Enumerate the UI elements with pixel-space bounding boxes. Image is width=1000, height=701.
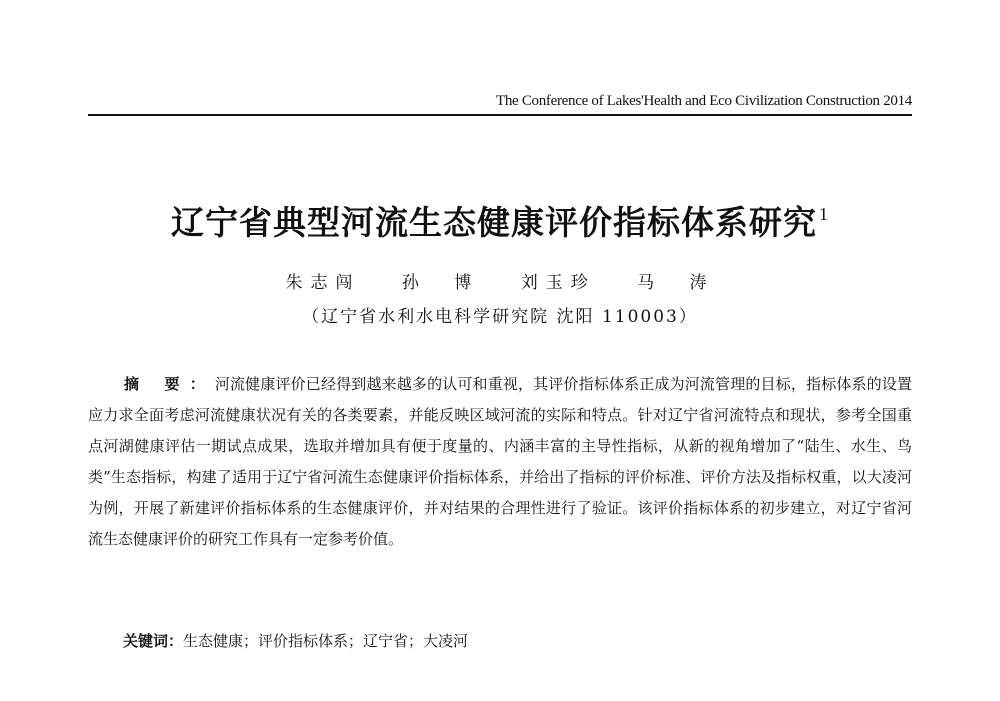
abstract-label: 摘 要： — [124, 375, 215, 393]
abstract — [88, 369, 912, 555]
author-name: 刘玉珍 — [520, 273, 596, 293]
keywords-body: 生态健康；评价指标体系；辽宁省；大凌河 — [183, 632, 469, 650]
author-name: 孙 博 — [401, 273, 480, 293]
affiliation: （辽宁省水利水电科学研究院 沈阳 110003） — [302, 307, 698, 327]
header-divider — [88, 114, 912, 116]
author-name: 马 涛 — [637, 273, 715, 293]
running-header: The Conference of Lakes'Health and Eco Civilization Construction 2014 — [495, 93, 912, 109]
keywords-label: 关键词： — [123, 632, 184, 650]
author-name: 朱志闯 — [285, 273, 361, 293]
title-footnote-marker: 1 — [819, 204, 829, 224]
title-text: 辽宁省典型河流生态健康评价指标体系研究 — [171, 203, 817, 242]
author-list — [0, 268, 1000, 293]
abstract-body: 河流健康评价已经得到越来越多的认可和重视，其评价指标体系正成为河流管理的目标，指标体系的设置应力求全面考虑河流健康状况有关的各类要素，并能反映区域河流的实际和特点。针对辽宁省河流特点和现状，参考全国重点河湖健康评估一期试点成果，选取并增加具有便于度量的、内涵丰富的主导性指标，从新的视角增加了“陆生、水生、鸟类”生态指标，构建了适用于辽宁省河流生态健康评价指标体系，并给出了指标的评价标准、评价方法及指标权重，以大凌河为例，开展了新建评价指标体系的生态健康评价，并对结果的合理性进行了验证。该评价指标体系的初步建立，对辽宁省河流生态健康评价的研究工作具有一定参考价值。 — [88, 375, 912, 548]
keywords — [123, 630, 468, 651]
paper-title — [0, 197, 1000, 244]
